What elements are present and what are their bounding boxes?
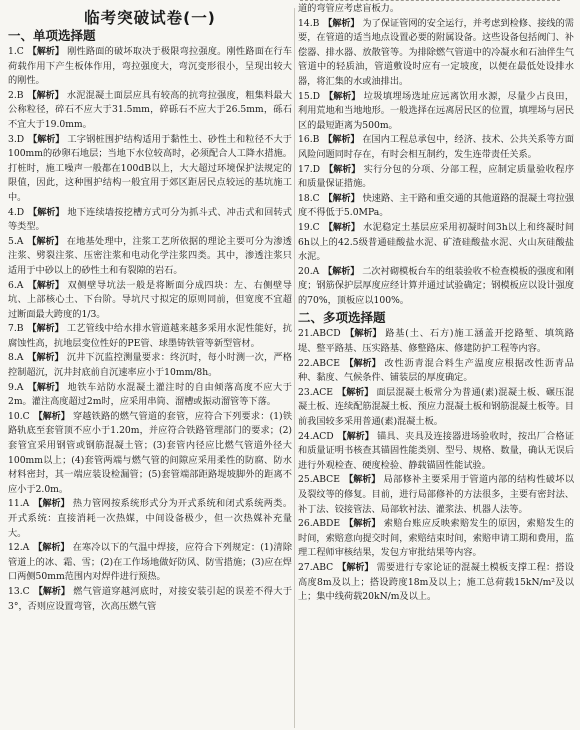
answer-item (298, 2, 574, 17)
answer-explanation: 燃气管道穿越河底时，对接安装引起的误差不得大于3°，否则应设置弯管，次高压燃气管 (8, 585, 293, 612)
answer-number: 12.A (8, 542, 33, 554)
analysis-tag: 【解析】 (27, 47, 64, 57)
answer-number: 21.ABCD (298, 328, 345, 340)
right-answer-list (298, 2, 574, 308)
answer-explanation: 为了保证管网的安全运行，并考虑到检修、接线的需要，在管道的适当地点设置必要的附属设备。这些设备包括阀门、补偿器、排水器、放散管等。为排除燃气管道中的冷凝水和石油伴生气管道中的轻质油，管道敷设时应有一定坡度，以便在最低处设排水器，将汇集的水或油排出。 (298, 17, 574, 87)
answer-item (8, 45, 292, 89)
analysis-tag: 【解析】 (28, 134, 65, 145)
column-divider (294, 8, 295, 728)
analysis-tag: 【解析】 (27, 90, 64, 101)
answer-number: 3.D (8, 133, 28, 145)
analysis-tag: 【解析】 (33, 411, 70, 422)
answer-number: 4.D (8, 206, 28, 218)
right-answer-list-2 (298, 327, 574, 604)
answer-explanation: 在寒冷以下的气温中焊接，应符合下列规定：(1)清除管道上的冰、霜、雪；(2)在工作场地做好防风、防雪措施；(3)应在焊口两侧50mm范围内对焊件进行预热。 (8, 542, 293, 583)
answer-explanation: 工字钢桩围护结构适用于黏性土、砂性土和粒径不大于100mm的砂卵石地层；当地下水位较高时，必须配合人工降水措施。打桩时，施工噪声一般都在100dB以上，大大超过环境保护法规定的限值，因此，这种围护结构一般宜用于郊区距居民点较远的基坑施工中。 (8, 133, 292, 203)
analysis-tag: 【解析】 (27, 324, 64, 335)
analysis-tag: 【解析】 (323, 266, 360, 277)
analysis-tag: 【解析】 (323, 135, 360, 146)
analysis-tag: 【解析】 (323, 193, 360, 204)
answer-number: 8.A (8, 352, 27, 364)
answer-explanation: 垃圾填埋场选址应远离饮用水源，尽量少占良田，利用荒地和当地地形。一般选择在远离居民区的位置，填埋场与居民区的最短距离为500m。 (298, 90, 575, 131)
answer-explanation: 需要进行专家论证的混凝土模板支撑工程：搭设高度8m及以上；搭设跨度18m及以上；施工总荷载15kN/m²及以上；集中线荷载20kN/m及以上。 (298, 561, 574, 603)
answer-item (298, 90, 574, 134)
answer-number: 17.D (298, 163, 324, 175)
section-heading-single: 一、单项选择题 (8, 28, 96, 43)
answer-explanation: 在国内工程总承包中，经济、技术、公共关系等方面风险问题同时存在，有时会相互制约，发生连带责任关系。 (298, 134, 574, 160)
answer-explanation: 快速路、主干路和重交通的其他道路的混凝土弯拉强度不得低于5.0MPa。 (298, 192, 575, 219)
answer-item (8, 235, 292, 279)
answer-number: 11.A (8, 498, 33, 510)
answer-item (8, 585, 292, 614)
answer-item (298, 221, 574, 265)
answer-item (298, 17, 574, 90)
answer-number: 22.ABCE (298, 357, 344, 369)
analysis-tag: 【解析】 (337, 562, 374, 573)
answer-number: 1.C (8, 46, 27, 57)
answer-item (8, 322, 292, 351)
answer-item (8, 279, 292, 323)
answer-explanation: 索赔台账应反映索赔发生的原因，索赔发生的时间，索赔意向提交时间，索赔结束时间，索赔申请工期和费用，监理工程师审核结果，发包方审批结果等内容。 (298, 518, 574, 559)
analysis-tag: 【解析】 (27, 353, 64, 364)
answer-number: 23.ACE (298, 386, 337, 398)
answer-explanation: 面层混凝土板常分为普通(素)混凝土板、碾压混凝土板、连续配筋混凝土板、预应力混凝土板和钢筋混凝土板等。目前我国较多采用普通(素)混凝土板。 (298, 386, 574, 428)
answer-number: 19.C (298, 221, 323, 233)
answer-item (298, 133, 574, 162)
answer-explanation: 道的弯管应考虑盲板力。 (298, 3, 400, 14)
section-heading-multi: 二、多项选择题 (298, 310, 386, 326)
answer-number: 9.A (8, 381, 27, 393)
analysis-tag: 【解析】 (27, 382, 64, 393)
answer-number: 14.B (298, 17, 323, 29)
answer-number: 5.A (8, 235, 27, 247)
answer-item (8, 541, 292, 585)
answer-item (298, 561, 574, 605)
answer-explanation: 局部修补主要采用于管道内部的结构性破坏以及裂纹等的修复。目前，进行局部修补的方法很多，主要有密封法、补丁法、铰接管法、局部软衬法、灌浆法、机器人法等。 (298, 474, 575, 515)
answer-number: 7.B (8, 323, 27, 335)
answer-item (298, 163, 574, 192)
analysis-tag: 【解析】 (33, 543, 70, 554)
answer-item (8, 497, 292, 541)
answer-explanation: 穿越铁路的燃气管道的套管，应符合下列要求：(1)铁路轨底至套管顶不应小于1.20m，并应符合铁路管理部门的要求；(2)套管宜采用钢管或钢筋混凝土管；(3)套管内径应比燃气管道外径大100mm以上；(4)套管两端与燃气管的间隙应采用柔性的防腐、防水材料密封，其一端应装设检漏管；(5)套管端部距路堤坡脚外的距离不应小于2.0m。 (8, 410, 293, 495)
analysis-tag: 【解析】 (33, 499, 70, 510)
answer-number: 6.A (8, 279, 27, 291)
answer-item (8, 206, 292, 235)
analysis-tag: 【解析】 (28, 207, 65, 218)
page-title: 临考突破试卷(一) (84, 9, 216, 27)
analysis-tag: 【解析】 (344, 519, 381, 530)
right-column (298, 2, 574, 605)
answer-explanation: 实行分包的分项、分部工程，应制定质量验收程序和质量保证措施。 (298, 163, 575, 190)
answer-number: 2.B (8, 89, 27, 101)
answer-explanation: 沉井下沉监控测量要求：终沉时，每小时测一次，严格控制超沉，沉井封底前自沉速率应小于10mm/8h。 (8, 352, 292, 379)
answer-explanation: 工艺管线中给水排水管道越来越多采用水泥性能好，抗腐蚀性高，抗地层变位性好的PE管、球墨铸铁管等新型管材。 (8, 323, 292, 349)
answer-item (8, 133, 292, 206)
answer-explanation: 在地基处理中，注浆工艺所依据的理论主要可分为渗透注浆、劈裂注浆、压密注浆和电动化学注浆四类。其中，渗透注浆只适用于中砂以上的砂性土和有裂隙的岩石。 (8, 235, 292, 276)
answer-item (8, 351, 292, 380)
analysis-tag: 【解析】 (345, 329, 382, 340)
answer-explanation: 路基(土、石方)施工涵盖开挖路堑、填筑路堤、整平路基、压实路基、修整路床、修建防护工程等内容。 (298, 328, 574, 355)
answer-number: 20.A (298, 265, 323, 277)
answer-explanation: 水泥稳定土基层应采用初凝时间3h以上和终凝时间6h以上的42.5级普通硅酸盐水泥、矿渣硅酸盐水泥、火山灰硅酸盐水泥。 (298, 221, 575, 263)
answer-number: 16.B (298, 134, 323, 146)
analysis-tag: 【解析】 (324, 164, 361, 175)
answer-number: 24.ACD (298, 430, 337, 442)
answer-explanation: 水泥混凝土面层应具有较高的抗弯拉强度，粗集料最大公称粒径，碎石不应大于31.5mm，碎砾石不应大于26.5mm，砾石不宜大于19.0mm。 (8, 89, 292, 130)
analysis-tag: 【解析】 (323, 222, 360, 233)
analysis-tag: 【解析】 (344, 475, 381, 486)
answer-number: 26.ABDE (298, 518, 344, 530)
answer-item (298, 357, 574, 386)
answer-item (298, 386, 574, 430)
answer-item (8, 410, 292, 498)
analysis-tag: 【解析】 (337, 387, 374, 398)
answer-number: 10.C (8, 410, 33, 422)
analysis-tag: 【解析】 (323, 18, 360, 29)
analysis-tag: 【解析】 (337, 431, 374, 442)
answer-item (298, 192, 574, 221)
answer-explanation: 锚具、夹具及连接器进场验收时，按出厂合格证和质量证明书核查其锚固性能类别、型号、规格、数量，确认无误后进行外观检查、硬度检验、静载锚固性能试验。 (298, 430, 575, 471)
answer-item (298, 473, 574, 517)
answer-number: 27.ABC (298, 561, 337, 573)
answer-explanation: 热力管网按系统形式分为开式系统和闭式系统两类。开式系统：直接消耗一次热媒，中间设备极少，但一次热媒补充量大。 (8, 498, 293, 539)
analysis-tag: 【解析】 (27, 280, 64, 291)
analysis-tag: 【解析】 (344, 358, 381, 369)
left-column (8, 0, 292, 614)
answer-explanation: 二次衬砌模板台车的组装验收不检查模板的强度和刚度；钢筋保护层厚度应经计算并通过试验确定；钢模板应以设计强度的70%，顶板应以100%。 (298, 265, 574, 306)
analysis-tag: 【解析】 (324, 91, 361, 102)
answer-item (298, 327, 574, 356)
left-answer-list (8, 45, 292, 614)
analysis-tag: 【解析】 (33, 586, 70, 597)
answer-item (298, 265, 574, 309)
answer-explanation: 地下连续墙按挖槽方式可分为抓斗式、冲击式和回转式等类型。 (8, 206, 292, 233)
answer-item (8, 381, 292, 410)
answer-number: 25.ABCE (298, 474, 344, 486)
answer-explanation: 刚性路面的破坏取决于极限弯拉强度。刚性路面在行车荷载作用下产生板体作用，弯拉强度大，弯沉变形很小，呈现出较大的刚性。 (8, 46, 293, 87)
answer-item (298, 517, 574, 561)
answer-item (8, 89, 292, 133)
answer-item (298, 430, 574, 474)
answer-explanation: 地铁车站防水混凝土灌注时的自由倾落高度不应大于2m。灌注高度超过2m时，应采用串筒、溜槽或振动溜管等下落。 (8, 381, 292, 408)
answer-explanation: 改性沥青混合料生产温度应根据改性沥青品种、黏度、气候条件、铺装层的厚度确定。 (298, 357, 574, 384)
answer-number: 15.D (298, 90, 324, 102)
answer-number: 13.C (8, 585, 33, 597)
answer-explanation: 双侧壁导坑法一般是将断面分成四块：左、右侧壁导坑、上部核心土、下台阶。导坑尺寸拟定的原则同前，但宽度不宜超过断面最大跨度的1/3。 (8, 279, 292, 320)
analysis-tag: 【解析】 (27, 236, 64, 247)
answer-number: 18.C (298, 192, 323, 204)
